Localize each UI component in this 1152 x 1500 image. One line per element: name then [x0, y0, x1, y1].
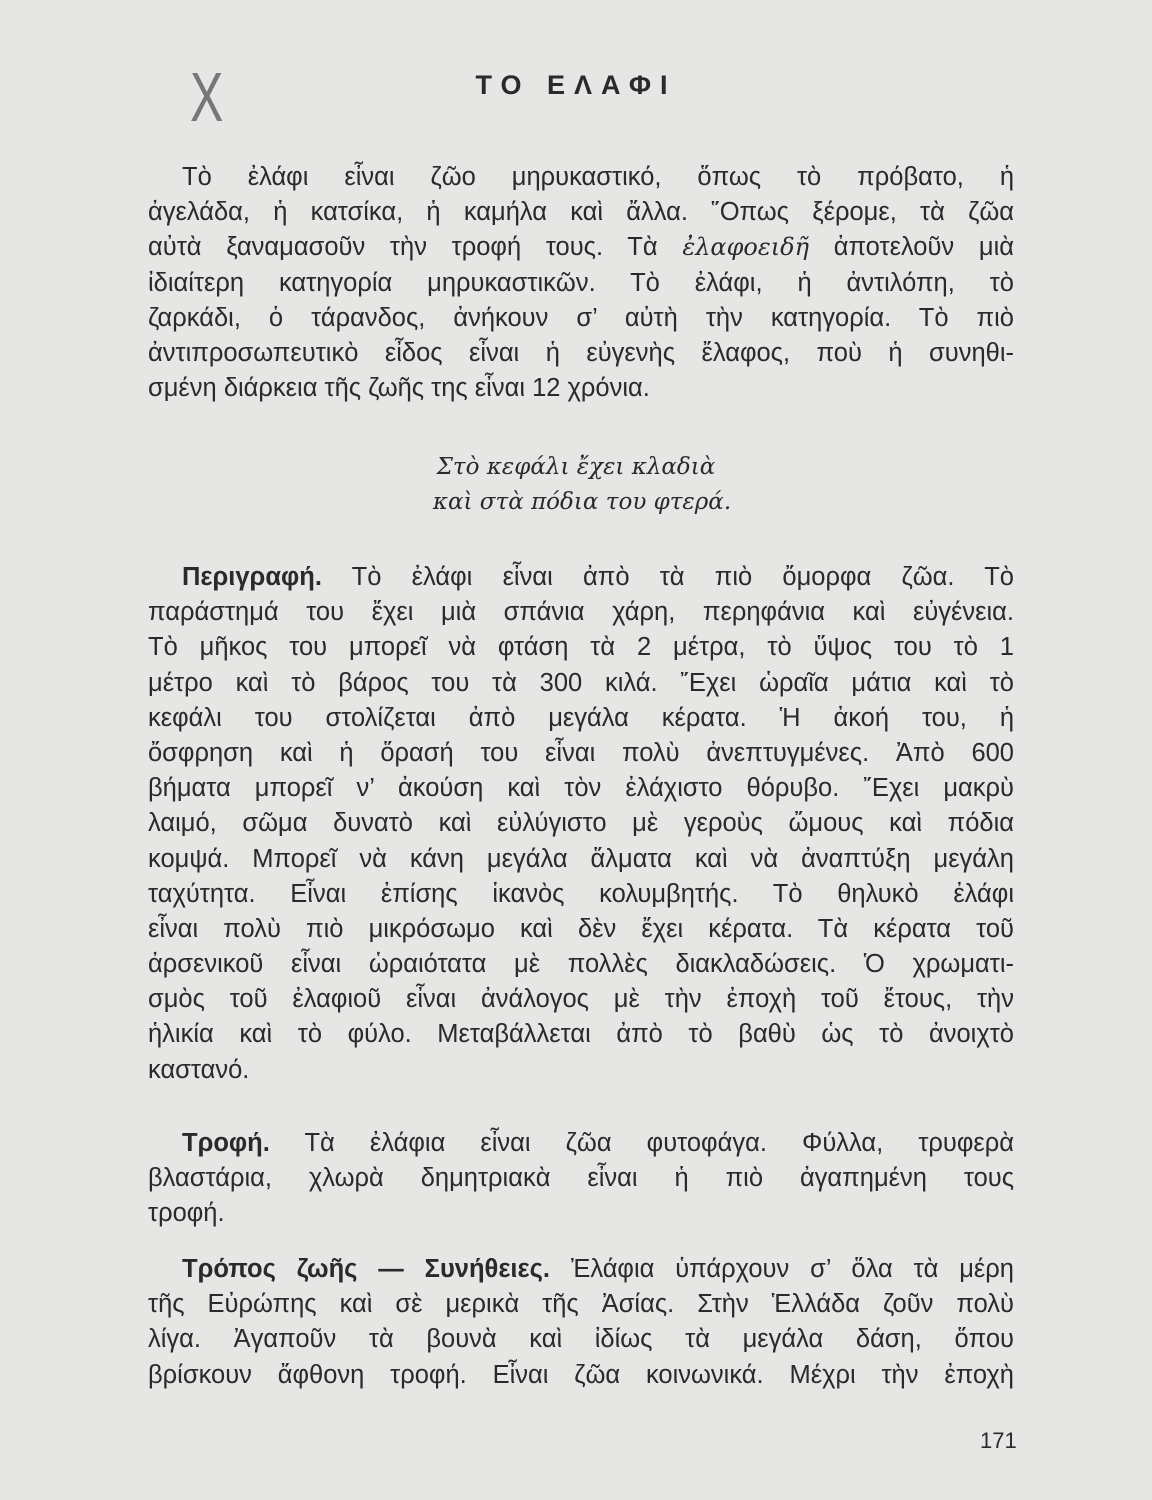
description-paragraph [148, 560, 1014, 1088]
text-line: Τὸ μῆκος του μπορεῖ νὰ φτάση τὰ 2 μέτρα, τὸ ὕψος του τὸ 1 [148, 633, 1014, 662]
text-segment: ἀποτελοῦν μιὰ [809, 233, 1014, 262]
text-segment: Τὰ ἐλάφια εἶναι ζῶα φυτοφάγα. Φύλλα, τρυφερὰ [269, 1129, 1014, 1157]
text-line: τροφή. [148, 1199, 225, 1228]
text-line: κεφάλι του στολίζεται ἀπὸ μεγάλα κέρατα. Ἡ ἀκοή του, ἡ [148, 703, 1014, 732]
text-line: Τὸ ἐλάφι εἶναι ζῶο μηρυκαστικό, ὅπως τὸ πρόβατο, ἡ [182, 163, 1014, 191]
text-line: παράστημά του ἔχει μιὰ σπάνια χάρη, περηφάνια καὶ εὐγένεια. [148, 598, 1014, 627]
text-line: λαιμό, σῶμα δυνατὸ καὶ εὐλύγιστο μὲ γεροὺς ὤμους καὶ πόδια [148, 809, 1014, 838]
text-line: εἶναι πολὺ πιὸ μικρόσωμο καὶ δὲν ἔχει κέρατα. Τὰ κέρατα τοῦ [148, 914, 1014, 943]
poem-line: καὶ στὰ πόδια του φτερά. [432, 489, 732, 515]
italic-term: ἐλαφοειδῆ [682, 233, 809, 262]
intro-paragraph [148, 160, 1014, 406]
page-title: ΤΟ ΕΛΑΦΙ [475, 70, 677, 100]
text-line: ἀρσενικοῦ εἶναι ὡραιότατα μὲ πολλὲς διακλαδώσεις. Ὁ χρωματι- [148, 950, 1014, 979]
section-heading: Τρόπος ζωῆς — Συνήθειες. [182, 1255, 550, 1283]
text-line: ἰδιαίτερη κατηγορία μηρυκαστικῶν. Τὸ ἐλάφι, ἡ ἀντιλόπη, τὸ [148, 268, 1014, 297]
text-line [148, 1252, 1014, 1287]
text-segment: Τὸ ἐλάφι εἶναι ἀπὸ τὰ πιὸ ὄμορφα ζῶα. Τὸ [321, 563, 1014, 591]
text-line: ζαρκάδι, ὁ τάρανδος, ἀνήκουν σ’ αὐτὴ τὴν κατηγορία. Τὸ πιὸ [148, 303, 1014, 332]
food-paragraph [148, 1126, 1014, 1232]
text-line [148, 230, 1014, 265]
text-line: σμὸς τοῦ ἐλαφιοῦ εἶναι ἀνάλογος μὲ τὴν ἐποχὴ τοῦ ἔτους, τὴν [148, 985, 1014, 1014]
text-line [148, 560, 1014, 595]
pencil-margin-mark: X [190, 57, 224, 137]
text-line: βήματα μπορεῖ ν’ ἀκούση καὶ τὸν ἐλάχιστο θόρυβο. ῎Εχει μακρὺ [148, 774, 1014, 803]
text-line: ταχύτητα. Εἶναι ἐπίσης ἱκανὸς κολυμβητής. Τὸ θηλυκὸ ἐλάφι [148, 879, 1014, 908]
text-line: ἀντιπροσωπευτικὸ εἶδος εἶναι ἡ εὐγενὴς ἔλαφος, ποὺ ἡ συνηθι- [148, 338, 1014, 367]
poem-line: Στὸ κεφάλι ἔχει κλαδιὰ [436, 454, 716, 480]
text-line: ὄσφρηση καὶ ἡ ὅρασή του εἶναι πολὺ ἀνεπτυγμένες. Ἀπὸ 600 [148, 738, 1014, 767]
text-line: τῆς Εὐρώπης καὶ σὲ μερικὰ τῆς Ἀσίας. Στὴν Ἑλλάδα ζοῦν πολὺ [148, 1290, 1014, 1319]
text-line: λίγα. Ἀγαποῦν τὰ βουνὰ καὶ ἰδίως τὰ μεγάλα δάση, ὅπου [148, 1325, 1014, 1354]
text-line: βλαστάρια, χλωρὰ δημητριακὰ εἶναι ἡ πιὸ ἀγαπημένη τους [148, 1164, 1014, 1193]
section-heading: Περιγραφή. [182, 563, 322, 591]
text-segment: αὐτὰ ξαναμασοῦν τὴν τροφή τους. Τὰ [148, 233, 683, 262]
text-line: κομψά. Μπορεῖ νὰ κάνη μεγάλα ἅλματα καὶ νὰ ἀναπτύξη μεγάλη [148, 844, 1014, 873]
text-line: ἀγελάδα, ἡ κατσίκα, ἡ καμήλα καὶ ἄλλα. ῞Οπως ξέρομε, τὰ ζῶα [148, 198, 1014, 227]
poem-quote [0, 450, 1152, 520]
page-number: 171 [980, 1428, 1017, 1453]
text-segment: Ἐλάφια ὑπάρχουν σ’ ὅλα τὰ μέρη [549, 1255, 1014, 1283]
text-line: καστανό. [148, 1055, 250, 1084]
section-heading: Τροφή. [182, 1129, 270, 1157]
text-line: βρίσκουν ἄφθονη τροφή. Εἶναι ζῶα κοινωνικά. Μέχρι τὴν ἐποχὴ [148, 1360, 1014, 1389]
text-line: μέτρο καὶ τὸ βάρος του τὰ 300 κιλά. ῎Εχει ὡραῖα μάτια καὶ τὸ [148, 668, 1014, 697]
text-line: σμένη διάρκεια τῆς ζωῆς της εἶναι 12 χρόνια. [148, 374, 650, 403]
text-line [148, 1126, 1014, 1161]
lifestyle-paragraph [148, 1252, 1014, 1393]
text-line: ἡλικία καὶ τὸ φύλο. Μεταβάλλεται ἀπὸ τὸ βαθὺ ὡς τὸ ἀνοιχτὸ [148, 1020, 1014, 1049]
